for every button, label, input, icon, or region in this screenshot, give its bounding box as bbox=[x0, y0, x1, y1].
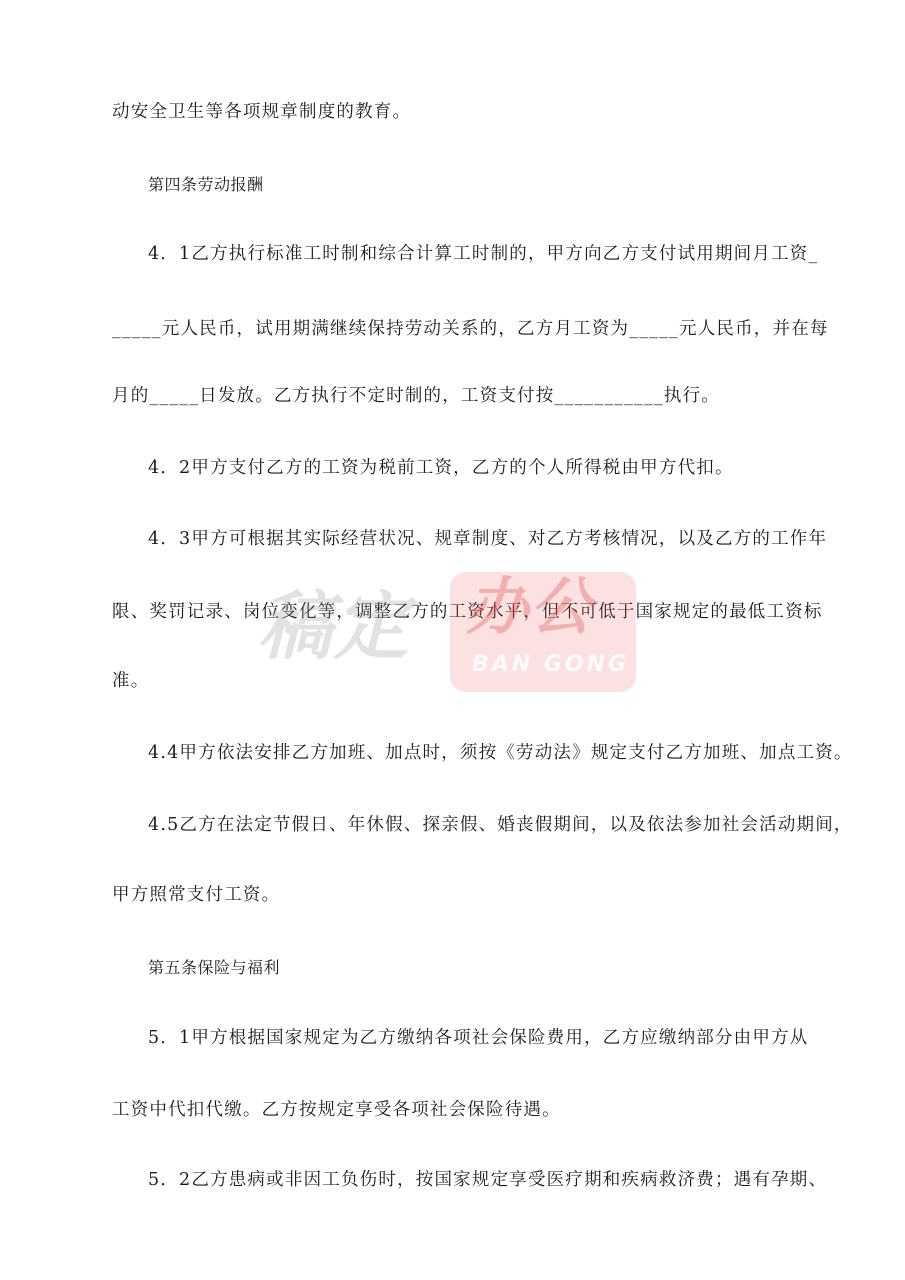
text-line: 月的_____日发放。乙方执行不定时制的，工资支付按___________执行。 bbox=[112, 386, 720, 406]
text-line: 准。 bbox=[112, 671, 150, 691]
text-line: 4．1乙方执行标准工时制和综合计算工时制的，甲方向乙方支付试用期间月工资_ bbox=[148, 244, 819, 264]
text-line: 工资中代扣代缴。乙方按规定享受各项社会保险待遇。 bbox=[112, 1100, 561, 1120]
text-line: 甲方照常支付工资。 bbox=[112, 885, 281, 905]
watermark-left-text: 稿定 bbox=[258, 584, 410, 670]
watermark-right-text: 办公 bbox=[466, 570, 595, 643]
text-line: 限、奖罚记录、岗位变化等，调整乙方的工资水平，但不可低于国家规定的最低工资标 bbox=[112, 602, 823, 622]
text-line: 动安全卫生等各项规章制度的教育。 bbox=[112, 102, 412, 122]
watermark-sub-text: BAN GONG bbox=[472, 652, 630, 677]
text-line: 4．2甲方支付乙方的工资为税前工资，乙方的个人所得税由甲方代扣。 bbox=[148, 458, 734, 478]
text-line: 5．2乙方患病或非因工负伤时，按国家规定享受医疗期和疾病救济费；遇有孕期、 bbox=[148, 1170, 828, 1190]
section-heading: 第五条保险与福利 bbox=[148, 958, 281, 977]
text-line: 5．1甲方根据国家规定为乙方缴纳各项社会保险费用，乙方应缴纳部分由甲方从 bbox=[148, 1028, 809, 1048]
text-line: 4.4甲方依法安排乙方加班、加点时，须按《劳动法》规定支付乙方加班、加点工资。 bbox=[148, 743, 853, 763]
text-line: _____元人民币，试用期满继续保持劳动关系的，乙方月工资为_____元人民币，并在每 bbox=[112, 319, 829, 339]
section-heading: 第四条劳动报酬 bbox=[148, 175, 264, 194]
watermark-badge bbox=[450, 572, 636, 692]
text-line: 4．3甲方可根据其实际经营状况、规章制度、对乙方考核情况，以及乙方的工作年 bbox=[148, 529, 828, 549]
watermark-logo bbox=[258, 572, 638, 694]
text-line: 4.5乙方在法定节假日、年休假、探亲假、婚丧假期间，以及依法参加社会活动期间， bbox=[148, 815, 853, 835]
